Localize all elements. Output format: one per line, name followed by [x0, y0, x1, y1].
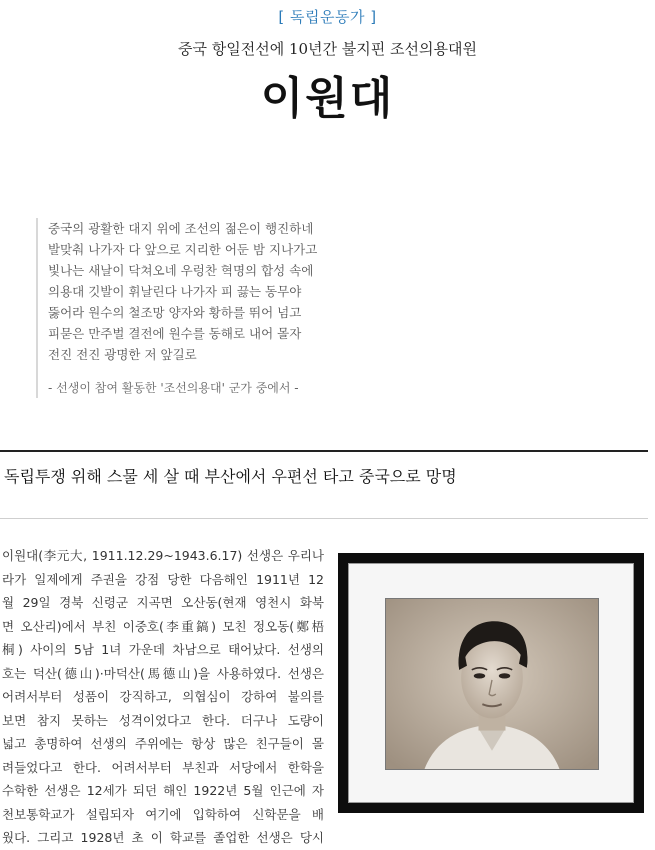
portrait-frame: [338, 553, 644, 813]
poem-quote: [36, 218, 378, 398]
article-body: [2, 544, 324, 850]
poem-line: 피묻은 만주벌 결전에 원수를 동해로 내어 몰자: [48, 326, 302, 341]
poem-line: 뚫어라 원수의 철조망 양자와 황하를 뛰어 넘고: [48, 305, 302, 320]
portrait-mat: [348, 563, 634, 803]
heading-divider: [0, 518, 648, 519]
body-line: 어려서부터 성품이 강직하고, 의협심이 강하여 불의를: [2, 689, 324, 704]
poem-line: 발맞춰 나가자 다 앞으로 지리한 어둔 밤 지나가고: [48, 242, 318, 257]
section-heading: 독립투쟁 위해 스물 세 살 때 부산에서 우편선 타고 중국으로 망명: [4, 467, 457, 486]
body-line: 천보통학교가 설립되자 여기에 입학하여 신학문을 배: [2, 806, 324, 822]
category-label: [ 독립운동가 ]: [278, 8, 377, 26]
body-line: 려들었다고 한다. 어려서부터 부친과 서당에서 한학을: [2, 759, 324, 775]
page-title: 이원대: [260, 73, 395, 124]
body-line: 호는 덕산(德山)·마덕산(馬德山)을 사용하였다. 선생은: [2, 665, 324, 681]
poem-line: 전진 전진 광명한 저 앞길로: [48, 347, 197, 362]
poem-line: 중국의 광활한 대지 위에 조선의 젊은이 행진하네: [48, 221, 314, 236]
body-line: 넓고 총명하여 선생의 주위에는 항상 많은 친구들이 몰: [2, 736, 324, 751]
poem-source: - 선생이 참여 활동한 '조선의용대' 군가 중에서 -: [48, 381, 299, 395]
body-line: 면 오산리)에서 부친 이중호(李重鎬) 모친 정오동(鄭梧: [2, 618, 324, 634]
body-line: 보면 참지 못하는 성격이었다고 한다. 더구나 도량이: [2, 712, 324, 728]
body-line: 라가 일제에게 주권을 강점 당한 다음해인 1911년 12: [2, 571, 324, 587]
body-line: 웠다. 그리고 1928년 초 이 학교를 졸업한 선생은 당시: [2, 830, 324, 845]
portrait-illustration: [386, 599, 598, 769]
body-line: 桐) 사이의 5남 1녀 가운데 차남으로 태어났다. 선생의: [2, 642, 324, 657]
portrait-photo: [385, 598, 599, 770]
section-divider: [0, 450, 648, 452]
body-line: 수학한 선생은 12세가 되던 해인 1922년 5월 인근에 자: [2, 783, 324, 798]
poem-line: 빛나는 새날이 닥쳐오네 우렁찬 혁명의 합성 속에: [48, 263, 314, 278]
page-subtitle: 중국 항일전선에 10년간 불지핀 조선의용대원: [178, 40, 477, 58]
body-line: 이원대(李元大, 1911.12.29~1943.6.17) 선생은 우리나: [2, 548, 324, 563]
poem-line: 의용대 깃발이 휘날린다 나가자 피 끓는 동무야: [48, 284, 302, 299]
body-line: 월 29일 경북 신령군 지곡면 오산동(현재 영천시 화북: [2, 595, 324, 610]
